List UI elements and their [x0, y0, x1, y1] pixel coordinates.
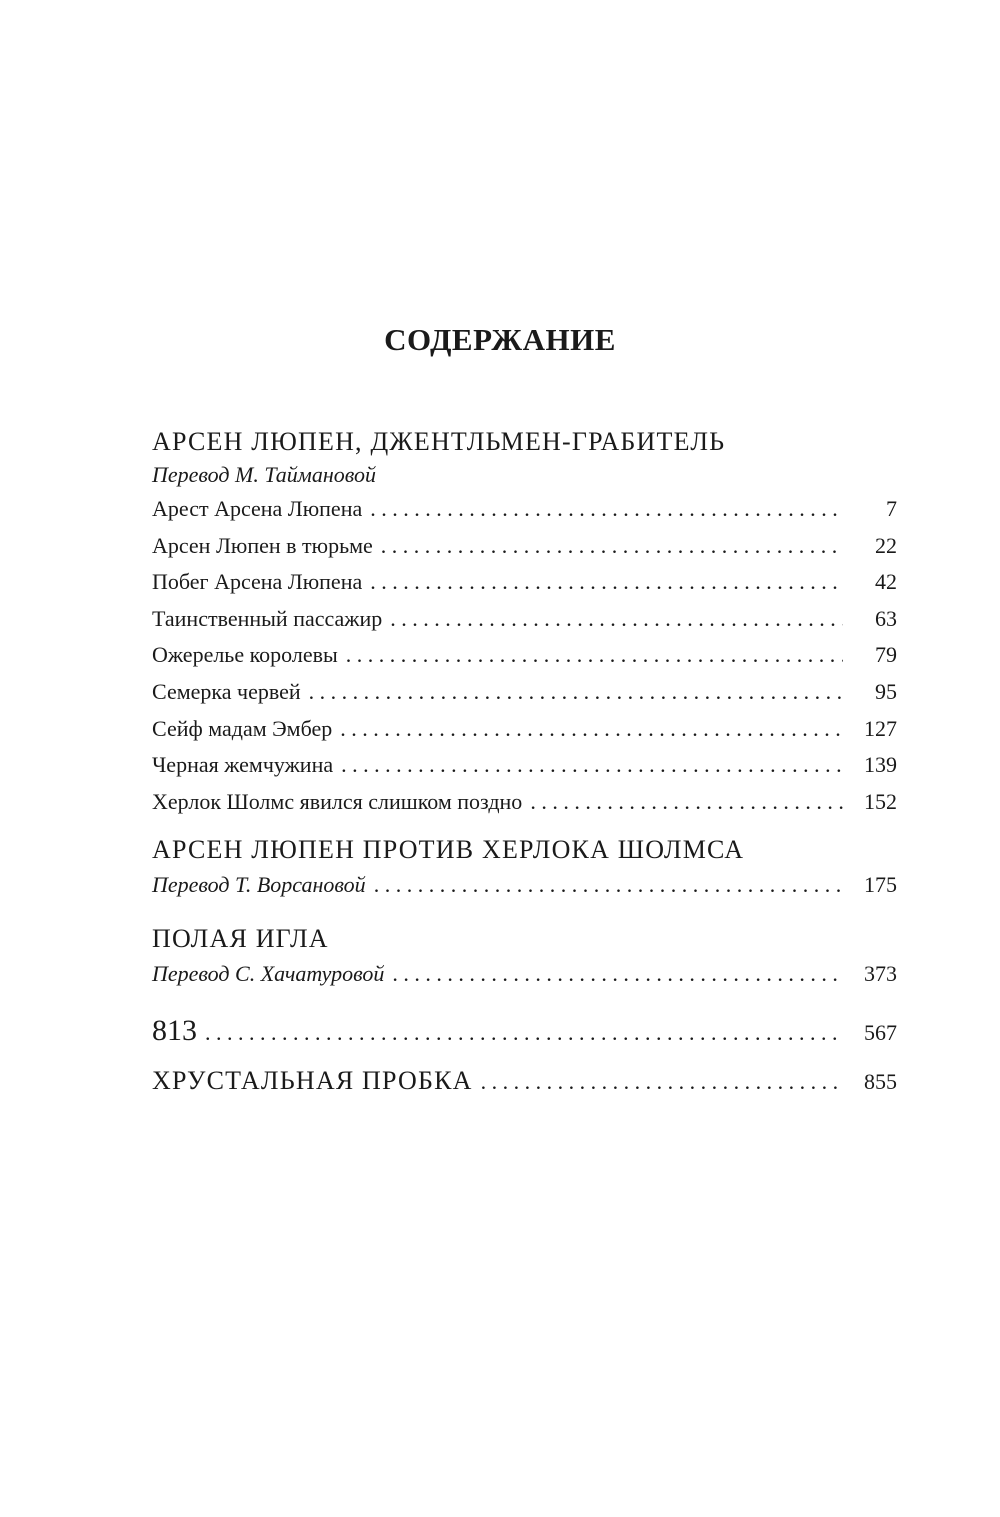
toc-entry[interactable] — [152, 528, 897, 565]
page-number: 175 — [864, 872, 897, 898]
dot-leader — [370, 491, 843, 528]
entry-title: Побег Арсена Люпена — [152, 569, 363, 595]
page-number: 22 — [875, 532, 897, 558]
toc-entry[interactable] — [152, 564, 897, 601]
entry-title: Херлок Шолмс явился слишком поздно — [152, 788, 523, 814]
translator-credit: Перевод С. Хачатуровой — [152, 960, 385, 986]
section-spacer — [152, 820, 897, 833]
page-number: 152 — [864, 788, 897, 814]
toc-entry[interactable] — [152, 784, 897, 821]
section-heading: ПОЛАЯ ИГЛА — [152, 923, 329, 953]
toc-entry[interactable] — [152, 637, 897, 674]
entry-title: Семерка червей — [152, 678, 301, 704]
entry-title: Арест Арсена Люпена — [152, 496, 363, 521]
section-spacer — [152, 1049, 897, 1063]
page-number: 42 — [875, 569, 897, 595]
dot-leader — [374, 867, 843, 904]
section-heading: ХРУСТАЛЬНАЯ ПРОБКА — [152, 1066, 473, 1096]
toc-entry[interactable] — [152, 601, 897, 638]
dot-leader — [309, 674, 843, 711]
page-number: 127 — [864, 715, 897, 741]
entry-title: Черная жемчужина — [152, 752, 334, 778]
toc-entry[interactable] — [152, 711, 897, 748]
dot-leader — [205, 1015, 843, 1052]
section-heading: АРСЕН ЛЮПЕН, ДЖЕНТЛЬМЕН-ГРАБИТЕЛЬ — [152, 427, 726, 456]
entry-title: Сейф мадам Эмбер — [152, 715, 333, 741]
dot-leader — [381, 528, 843, 565]
page-number: 95 — [875, 678, 897, 704]
dot-leader — [481, 1064, 843, 1101]
section-spacer — [152, 993, 897, 1013]
page-number: 139 — [864, 752, 897, 778]
entry-title: Таинственный пассажир — [152, 605, 383, 631]
toc-entry[interactable] — [152, 747, 897, 784]
dot-leader — [530, 784, 843, 821]
dot-leader — [370, 564, 843, 601]
page-number: 567 — [864, 1019, 897, 1045]
toc-entry[interactable] — [152, 867, 897, 904]
page-number: 855 — [864, 1069, 897, 1095]
translator-credit: Перевод М. Таймановой — [152, 462, 376, 487]
section-heading: АРСЕН ЛЮПЕН ПРОТИВ ХЕРЛОКА ШОЛМСА — [152, 835, 745, 865]
page-number: 7 — [886, 496, 897, 521]
toc-entry[interactable] — [152, 674, 897, 711]
dot-leader — [392, 956, 843, 993]
toc-entry[interactable] — [152, 956, 897, 993]
entry-title: Ожерелье королевы — [152, 642, 338, 668]
dot-leader — [341, 747, 843, 784]
section-spacer — [152, 904, 897, 922]
page-number: 373 — [864, 960, 897, 986]
dot-leader — [346, 637, 843, 674]
page-number: 63 — [875, 605, 897, 631]
translator-credit: Перевод Т. Ворсановой — [152, 872, 366, 898]
toc-entry[interactable] — [152, 1063, 897, 1100]
table-of-contents — [152, 425, 897, 1100]
toc-entry[interactable] — [152, 1013, 897, 1050]
entry-title: Арсен Люпен в тюрьме — [152, 532, 373, 558]
dot-leader — [340, 711, 843, 748]
page-number: 79 — [875, 642, 897, 668]
dot-leader — [390, 601, 843, 638]
toc-entry[interactable] — [152, 491, 897, 528]
page-title: СОДЕРЖАНИЕ — [384, 322, 616, 357]
section-heading: 813 — [152, 1013, 197, 1047]
